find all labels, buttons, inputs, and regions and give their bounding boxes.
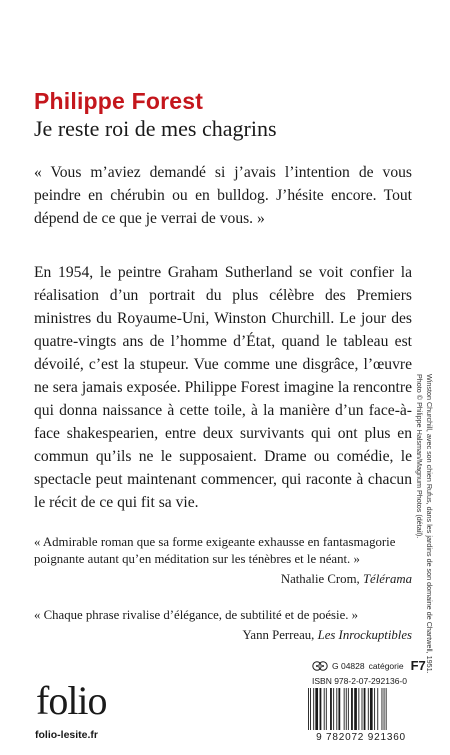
barcode-bar — [368, 688, 369, 730]
review-publication: Les Inrockuptibles — [317, 628, 412, 642]
product-code: G 04828 — [332, 660, 365, 671]
barcode — [304, 688, 418, 742]
barcode-bar — [346, 688, 347, 730]
photo-credit — [415, 374, 434, 674]
barcode-bar — [374, 688, 375, 730]
category-label: catégorie — [368, 660, 404, 671]
barcode-bar — [386, 688, 387, 730]
barcode-bar — [320, 688, 322, 730]
excerpt-quote: « Vous m’aviez demandé si j’avais l’intention de vous peindre en chérubin ou en bulldog. J’hésite encore. Tout dépend de ce que je verrai de vous. » — [34, 164, 412, 227]
review-text: « Admirable roman que sa forme exigeante exhausse en fantasmagorie poignante autant qu’en méditation sur les ténèbres et le néant. » — [34, 535, 396, 566]
review-text: « Chaque phrase rivalise d’élégance, de subtilité et de poésie. » — [34, 608, 359, 622]
barcode-bar — [310, 688, 311, 730]
review-author: Yann Perreau, — [242, 628, 315, 642]
barcode-bar — [333, 688, 334, 730]
publisher-website: folio-lesite.fr — [35, 729, 99, 741]
barcode-bar — [344, 688, 345, 730]
barcode-bar — [354, 688, 357, 730]
barcode-bar — [336, 688, 337, 730]
isbn: ISBN 978-2-07-292136-0 — [312, 676, 407, 686]
barcode-bars — [308, 688, 387, 730]
category-code: F7 — [410, 658, 426, 673]
review-source — [34, 571, 412, 588]
barcode-bar — [308, 688, 309, 730]
barcode-bar — [351, 688, 353, 730]
barcode-bar — [338, 688, 340, 730]
photo-credit-line: Winston Churchill, avec son chien Rufus, dans les jardins de son domaine de Chartwell, 1951. — [425, 374, 434, 674]
barcode-bar — [358, 688, 359, 730]
barcode-digits: 9 782072 921360 — [316, 732, 406, 742]
barcode-bar — [330, 688, 332, 730]
barcode-bar — [377, 688, 378, 730]
product-code-line — [312, 658, 426, 673]
barcode-bar — [315, 688, 318, 730]
cd-disc-icon — [312, 661, 328, 671]
barcode-bar — [324, 688, 325, 730]
publisher-logo: folio — [36, 678, 107, 723]
book-title: Je reste roi de mes chagrins — [34, 116, 277, 141]
review-inrockuptibles — [34, 607, 412, 644]
barcode-bar — [362, 688, 363, 730]
barcode-bar — [313, 688, 314, 730]
barcode-bar — [370, 688, 373, 730]
photo-credit-line: Photo © Philippe Halsman/Magnum Photos (détail). — [415, 374, 425, 539]
barcode-bar — [364, 688, 366, 730]
summary-paragraph: En 1954, le peintre Graham Sutherland se voit confier la réalisation d’un portrait du plus célèbre des Premiers ministres du Royaume-Uni, Winston Churchill. Le jour des quatre-vingts ans de l’homme d’État, quand le tableau est dévoilé, c’est la stupeur. Vue comme une disgrâce, l’œuvre ne sera jamais exposée. Philippe Forest imagine la rencontre qui donna naissance à cette toile, à la manière d’un face-à-face shakespearien, entre deux survivants qui ont plus en commun qu’ils ne le supposaient. Drame ou comédie, le spectacle peut maintenant commencer, qui raconte à chacun le récit de ce qui fit sa vie. — [34, 264, 412, 511]
review-telerama — [34, 534, 412, 588]
barcode-bar — [348, 688, 349, 730]
review-publication: Télérama — [362, 572, 412, 586]
barcode-bar — [382, 688, 383, 730]
author-name: Philippe Forest — [34, 88, 204, 114]
barcode-bar — [384, 688, 385, 730]
review-author: Nathalie Crom, — [280, 572, 360, 586]
barcode-bar — [326, 688, 327, 730]
review-source — [34, 627, 412, 644]
